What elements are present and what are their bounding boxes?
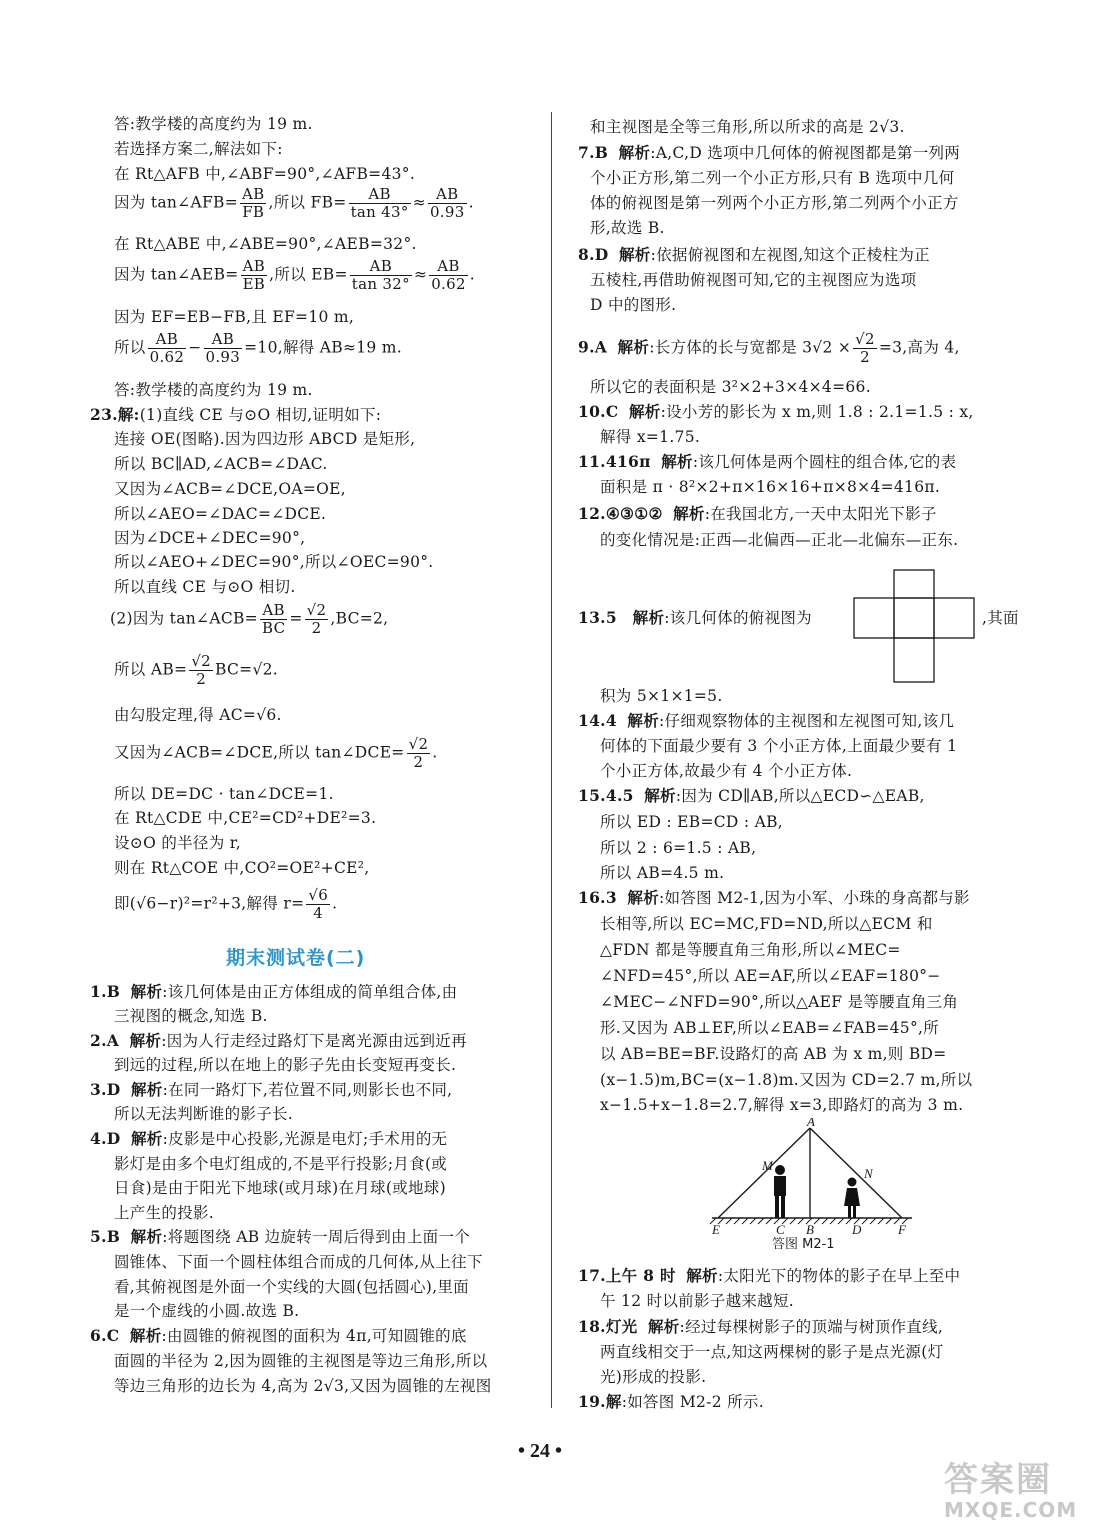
answer-1: 1.B 解析:该几何体是由正方体组成的简单组合体,由 [90,982,458,1001]
top-view-square [934,598,974,638]
answer-16-cont: 以 AB=BE=BF.设路灯的高 AB 为 x m,则 BD= [600,1045,947,1063]
text-line: 所以 BC∥AD,∠ACB=∠DAC. [114,455,328,473]
fraction: $\frac{AB}{\tan 32^\circ}$ [351,257,410,293]
answer-12: 12.④③①② 解析:在我国北方,一天中太阳光下影子 [578,504,937,523]
answer-4-cont: 上产生的投影. [114,1204,215,1222]
answer-4-cont: 影灯是由多个电灯组成的,不是平行投影;月食(或 [114,1155,448,1173]
label-c: C [776,1222,785,1237]
answer-7-cont: 形,故选 B. [590,219,665,237]
label-b: B [806,1222,814,1237]
label-n: N [864,1166,873,1181]
light-ray-left [718,1128,810,1218]
fraction: $\frac{AB}{0.93}$ [205,330,241,366]
text-line: 则在 Rt△COE 中,CO²=OE²+CE², [114,859,370,877]
answer-18-cont: 两直线相交于一点,知这两棵树的影子是点光源(灯 [600,1343,944,1361]
fraction: $\frac{AB}{0.62}$ [149,330,185,366]
formula-line: 因为 tan∠AEB= $\frac{AB}{EB}$ ,所以 EB= $\frac{AB}{\tan 32^\circ}$ ≈ $\frac{AB}{0.62}$ . [114,257,476,293]
answer-6-cont: 和主视图是全等三角形,所以所求的高是 2√3. [590,118,905,136]
answer-15-cont: 所以 AB=4.5 m. [600,864,725,882]
fraction: $\frac{√2}{2}$ [855,330,875,366]
answer-4-cont: 日食)是由于阳光下地球(或月球)在月球(或地球) [114,1179,446,1197]
answer-16-cont: x−1.5+x−1.8=2.7,解得 x=3,即路灯的高为 3 m. [600,1096,964,1114]
fraction: $\frac{AB}{EB}$ [242,257,266,293]
answer-11-cont: 面积是 π · 8²×2+π×16×16+π×8×4=416π. [600,478,941,496]
formula-line: 所以 AB= $\frac{√2}{2}$ BC=√2. [114,652,279,688]
answer-6: 6.C 解析:由圆锥的俯视图的面积为 4π,可知圆锥的底 [90,1326,467,1345]
answer-4: 4.D 解析:皮影是中心投影,光源是电灯;手术用的无 [90,1129,448,1148]
fraction: $\frac{AB}{BC}$ [261,601,286,637]
answer-8-cont: 五棱柱,再借助俯视图可知,它的主视图应为选项 [590,271,917,289]
answer-9-cont: 所以它的表面积是 3²×2+3×4×4=66. [590,378,871,396]
text-line: 因为∠DCE+∠DEC=90°, [114,529,306,547]
person-n [844,1178,860,1219]
top-view-figure [852,568,978,686]
formula-line: 又因为∠ACB=∠DCE,所以 tan∠DCE= $\frac{√2}{2}$ . [114,735,438,771]
text-line: 在 Rt△ABE 中,∠ABE=90°,∠AEB=32°. [114,235,417,253]
label-e: E [712,1222,720,1237]
text-line: 所以∠AEO+∠DEC=90°,所以∠OEC=90°. [114,553,434,571]
answer-16-cont: △FDN 都是等腰直角三角形,所以∠MEC= [600,941,901,959]
formula-line: 即(√6−r)²=r²+3,解得 r= $\frac{√6}{4}$ . [114,886,338,922]
answer-15-cont: 所以 2 : 6=1.5 : AB, [600,839,757,857]
answer-2-cont: 到远的过程,所以在地上的影子先由长变短再变长. [114,1056,457,1074]
streetlight-figure [706,1118,918,1250]
answer-5-cont: 是一个虚线的小圆.故选 B. [114,1302,300,1320]
answer-18-cont: 光)形成的投影. [600,1368,707,1386]
top-view-square [894,598,934,638]
answer-13: 13.5 解析:该几何体的俯视图为 [578,608,812,627]
answer-13-cont: 积为 5×1×1=5. [600,687,723,705]
top-view-square [894,570,934,598]
fraction: $\frac{√6}{4}$ [308,886,329,922]
answer-5-cont: 看,其俯视图是外面一个实线的大圆(包括圆心),里面 [114,1278,469,1296]
page-number: • 24 • [518,1440,563,1462]
answer-8: 8.D 解析:依据俯视图和左视图,知这个正棱柱为正 [578,245,930,264]
answer-7-cont: 体的俯视图是第一列两个小正方形,第二列两个小正方 [590,194,959,212]
label-d: D [852,1222,862,1237]
answer-14-cont: 何体的下面最少要有 3 个小正方体,上面最少要有 1 [600,737,958,755]
answer-3: 3.D 解析:在同一路灯下,若位置不同,则影长也不同, [90,1080,453,1099]
label-a: A [807,1118,815,1129]
column-divider [551,112,552,1408]
answer-5-cont: 圆锥体、下面一个圆柱体组合而成的几何体,从上往下 [114,1253,483,1271]
text-line: 由勾股定理,得 AC=√6. [114,706,282,724]
answer-15: 15.4.5 解析:因为 CD∥AB,所以△ECD∽△EAB, [578,786,925,805]
answer-14-cont: 个小正方体,故最少有 4 个小正方体. [600,762,853,780]
formula-line: 所以 $\frac{AB}{0.62}$ − $\frac{AB}{0.93}$ =10,解得 AB≈19 m. [114,330,403,366]
answer-10: 10.C 解析:设小芳的影长为 x m,则 1.8 : 2.1=1.5 : x, [578,402,974,421]
text-line: 所以 DE=DC · tan∠DCE=1. [114,785,334,803]
fraction: $\frac{AB}{FB}$ [242,185,265,221]
answer-7-cont: 个小正方形,第二列一个小正方形,只有 B 选项中几何 [590,169,955,187]
text-line: 又因为∠ACB=∠DCE,OA=OE, [114,480,346,498]
answer-16-cont: ∠NFD=45°,所以 AE=AF,所以∠EAF=180°− [600,967,941,985]
question-23: 23.解:(1)直线 CE 与⊙O 相切,证明如下: [90,405,382,424]
answer-5: 5.B 解析:将题图绕 AB 边旋转一周后得到由上面一个 [90,1227,471,1246]
label-m: M [762,1158,773,1173]
answer-15-cont: 所以 ED : EB=CD : AB, [600,813,784,831]
text-line: 在 Rt△AFB 中,∠ABF=90°,∠AFB=43°. [114,165,416,183]
text-line: 在 Rt△CDE 中,CE²=CD²+DE²=3. [114,809,377,827]
answer-line: 答:教学楼的高度约为 19 m. [114,381,313,399]
formula-line: 因为 tan∠AFB= $\frac{AB}{FB}$ ,所以 FB= $\frac{AB}{\tan 43^\circ}$ ≈ $\frac{AB}{0.93}$ . [114,185,474,221]
answer-19: 19.解:如答图 M2-2 所示. [578,1392,764,1411]
top-view-square [894,638,934,682]
top-view-square [854,598,894,638]
answer-7: 7.B 解析:A,C,D 选项中几何体的俯视图都是第一列两 [578,143,961,162]
fraction: $\frac{AB}{0.62}$ [431,257,466,293]
answer-2: 2.A 解析:因为人行走经过路灯下是离光源由远到近再 [90,1031,467,1050]
fraction: $\frac{√2}{2}$ [191,652,212,688]
formula-line: (2)因为 tan∠ACB= $\frac{AB}{BC}$ = $\frac{√2}{2}$ ,BC=2, [110,601,389,637]
fraction: $\frac{√2}{2}$ [306,601,327,637]
answer-14: 14.4 解析:仔细观察物体的主视图和左视图可知,该几 [578,711,955,730]
figure-caption: 答图 M2-1 [772,1237,835,1250]
answer-line: 答:教学楼的高度约为 19 m. [114,115,313,133]
label-f: F [898,1222,906,1237]
answer-6-cont: 面圆的半径为 2,因为圆锥的主视图是等边三角形,所以 [114,1352,488,1370]
answer-9: 9.A 解析:长方体的长与宽都是 3√2 × $\frac{√2}{2}$ =3,高为 4, [578,330,960,366]
answer-3-cont: 所以无法判断谁的影子长. [114,1105,294,1123]
answer-16-cont: 形.又因为 AB⊥EF,所以∠EAB=∠FAB=45°,所 [600,1019,940,1037]
person-m [774,1165,786,1218]
fraction: $\frac{√2}{2}$ [408,735,429,771]
answer-11: 11.416π 解析:该几何体是两个圆柱的组合体,它的表 [578,452,957,471]
answer-12-cont: 的变化情况是:正西—北偏西—正北—北偏东—正东. [600,531,959,549]
answer-16-cont: ∠MEC−∠NFD=90°,所以△AEF 是等腰直角三角 [600,993,959,1011]
fraction: $\frac{AB}{0.93}$ [429,185,465,221]
section-title: 期末测试卷(二) [226,947,366,969]
answer-8-cont: D 中的图形. [590,296,677,314]
text-line: 因为 EF=EB−FB,且 EF=10 m, [114,308,355,326]
text-line: 连接 OE(图略).因为四边形 ABCD 是矩形, [114,430,416,448]
answer-18: 18.灯光 解析:经过每棵树影子的顶端与树顶作直线, [578,1317,944,1336]
answer-16-cont: 长相等,所以 EC=MC,FD=ND,所以△ECM 和 [600,915,933,933]
text-line: 设⊙O 的半径为 r, [114,834,241,852]
answer-17-cont: 午 12 时以前影子越来越短. [600,1292,795,1310]
text-line: 所以直线 CE 与⊙O 相切. [114,578,296,596]
answer-1-cont: 三视图的概念,知选 B. [114,1007,268,1025]
answer-10-cont: 解得 x=1.75. [600,428,701,446]
fraction: $\frac{AB}{\tan 43^\circ}$ [350,185,409,221]
answer-16-cont: (x−1.5)m,BC=(x−1.8)m.又因为 CD=2.7 m,所以 [600,1071,973,1089]
watermark-logo: 答案圈 MXQE.COM [944,1460,1078,1522]
text-line: 所以∠AEO=∠DAC=∠DCE. [114,505,327,523]
answer-16: 16.3 解析:如答图 M2-1,因为小军、小珠的身高都与影 [578,888,970,907]
answer-13-cont: ,其面 [982,609,1019,627]
answer-6-cont: 等边三角形的边长为 4,高为 2√3,又因为圆锥的左视图 [114,1377,492,1395]
answer-17: 17.上午 8 时 解析:太阳光下的物体的影子在早上至中 [578,1266,961,1285]
text-line: 若选择方案二,解法如下: [114,140,283,158]
